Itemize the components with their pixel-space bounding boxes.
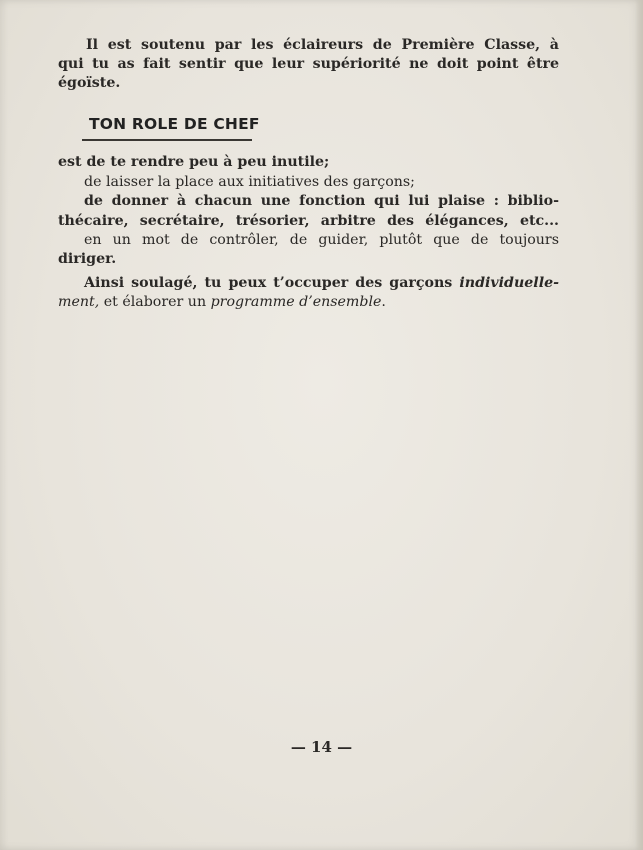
- closing-line-2-italic-2: programme d’ensemble: [210, 294, 382, 310]
- closing-line-1-text: Ainsi soulagé, tu peux t’occuper des garçons: [84, 275, 460, 291]
- closing-line-1-italic: individuelle-: [459, 275, 559, 291]
- page-number: — 14 —: [290, 738, 353, 756]
- body-line-4: thécaire, secrétaire, trésorier, arbitre des élégances, etc...: [58, 213, 559, 229]
- intro-line-3: égoïste.: [58, 75, 121, 91]
- body-line-3: de donner à chacun une fonction qui lui plaise : biblio-: [84, 193, 559, 209]
- body-line-5: en un mot de contrôler, de guider, plutôt que de toujours: [84, 232, 559, 248]
- body-line-6: diriger.: [58, 251, 117, 267]
- heading-underline: [82, 139, 252, 141]
- body-line-1: est de te rendre peu à peu inutile;: [58, 154, 330, 170]
- intro-line-1: Il est soutenu par les éclaireurs de Première Classe, à: [86, 37, 559, 53]
- closing-line-1: [84, 274, 559, 292]
- body-line-2: de laisser la place aux initiatives des garçons;: [84, 174, 415, 190]
- closing-line-2-italic-1: ment,: [58, 294, 100, 310]
- closing-line-2-end: .: [381, 294, 386, 310]
- intro-line-2: qui tu as fait sentir que leur supériorité ne doit point être: [58, 56, 559, 72]
- section-heading: TON ROLE DE CHEF: [89, 115, 260, 133]
- closing-line-2: [58, 293, 386, 311]
- page-edge-shadow: [635, 0, 643, 850]
- closing-line-2-text: et élaborer un: [99, 294, 211, 310]
